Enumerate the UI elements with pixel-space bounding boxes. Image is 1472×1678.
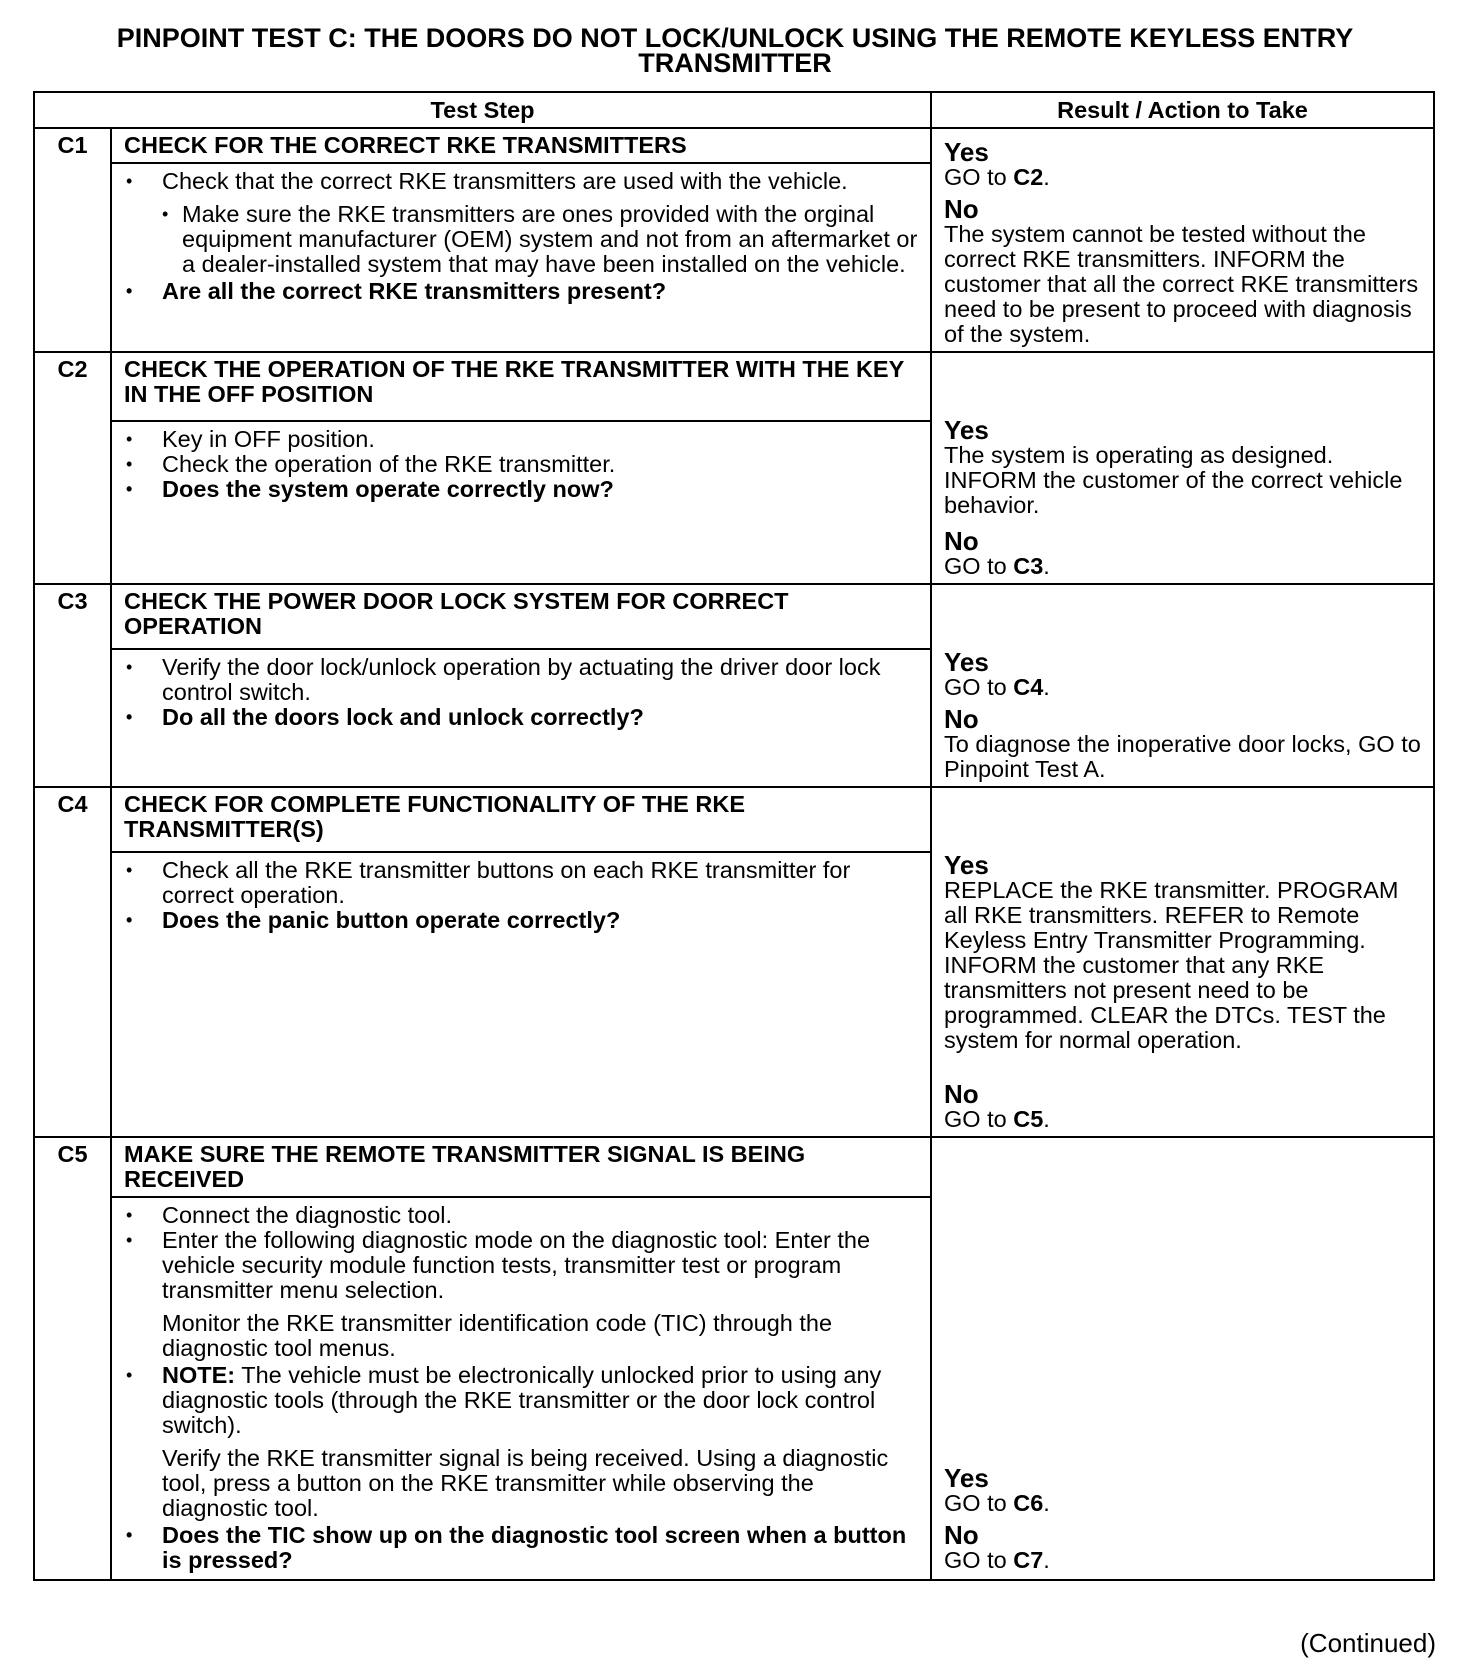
step-c4-body [111,852,931,1137]
result-yes-text: GO to C4. [944,674,1050,700]
note-text: The vehicle must be electronically unlocked prior to using any diagnostic tools (through the RKE transmitter or the door lock control switch). [162,1362,882,1438]
step-id: C3 [34,584,111,649]
question: • Does the system operate correctly now? [124,477,918,502]
step-id: C1 [34,128,111,163]
step-title: CHECK THE POWER DOOR LOCK SYSTEM FOR CORRECT OPERATION [111,584,931,649]
paragraph: Monitor the RKE transmitter identification code (TIC) through the diagnostic tool menus. [162,1310,833,1361]
step-id: C4 [34,787,111,852]
result-no-label: No [944,1079,979,1109]
result-no-label: No [944,194,979,224]
sub-list-item: • Make sure the RKE transmitters are ones provided with the orginal equipment manufacturer (OEM) system and not from an aftermarket or a dealer-installed system that may have been installed on the vehicle. [124,202,918,277]
list-item: • Check all the RKE transmitter buttons on each RKE transmitter for correct operation. [124,858,918,908]
step-c1-header-row [34,128,1434,163]
list-item: • Connect the diagnostic tool. [124,1203,918,1228]
step-c5-body [111,1197,931,1580]
list-item: • Check that the correct RKE transmitters are used with the vehicle. [124,169,918,194]
step-link[interactable]: C2 [1013,164,1044,190]
result-no-label: No [944,1520,979,1550]
question: • Does the TIC show up on the diagnostic tool screen when a button is pressed? [124,1523,918,1573]
list-item: • Key in OFF position. [124,427,918,452]
continued-label: (Continued) [1300,1628,1436,1658]
result-yes-text: The system is operating as designed. INFORM the customer of the correct vehicle behavior. [944,442,1403,518]
step-link[interactable]: C5 [1013,1106,1044,1132]
question: • Do all the doors lock and unlock correctly? [124,705,918,730]
step-c5-header-row [34,1137,1434,1197]
step-link[interactable]: C4 [1013,674,1044,700]
title-line-2: TRANSMITTER [638,48,832,78]
result-no-label: No [944,704,979,734]
result-no-text: GO to C3. [944,553,1050,579]
step-c5-result [931,1137,1434,1580]
question: • Does the panic button operate correctly? [124,908,918,933]
title-line-1: PINPOINT TEST C: THE DOORS DO NOT LOCK/UNLOCK USING THE REMOTE KEYLESS ENTRY [116,23,1354,53]
result-no-text: GO to C5. [944,1106,1050,1132]
result-yes-text: GO to C2. [944,164,1050,190]
pinpoint-test-table [33,91,1435,1581]
step-c1-result [931,128,1434,352]
paragraph: Verify the RKE transmitter signal is being received. Using a diagnostic tool, press a button on the RKE transmitter while observing the diagnostic tool. [162,1445,889,1521]
step-c1-body [111,163,931,352]
table-header-row [34,92,1434,128]
result-no-label: No [944,526,979,556]
result-yes-label: Yes [944,1463,989,1493]
result-yes-label: Yes [944,415,989,445]
step-title: MAKE SURE THE REMOTE TRANSMITTER SIGNAL IS BEING RECEIVED [111,1137,931,1197]
step-id: C2 [34,352,111,421]
list-item: • Enter the following diagnostic mode on the diagnostic tool: Enter the vehicle security module function tests, transmitter test or program transmitter menu selection. [124,1228,918,1303]
step-title: CHECK FOR COMPLETE FUNCTIONALITY OF THE RKE TRANSMITTER(S) [111,787,931,852]
list-item [124,1363,918,1438]
result-no-text: The system cannot be tested without the correct RKE transmitters. INFORM the customer that all the correct RKE transmitters need to be present to proceed with diagnosis of the system. [944,221,1419,347]
step-link[interactable]: C7 [1013,1547,1044,1573]
result-yes-label: Yes [944,647,989,677]
list-item: • Check the operation of the RKE transmitter. [124,452,918,477]
step-link[interactable]: C3 [1013,553,1044,579]
step-c4-header-row [34,787,1434,852]
result-yes-label: Yes [944,850,989,880]
note-label: NOTE: [162,1362,236,1388]
result-no-text: To diagnose the inoperative door locks, GO to Pinpoint Test A. [944,731,1421,782]
step-title: CHECK FOR THE CORRECT RKE TRANSMITTERS [111,128,931,163]
step-c2-result [931,352,1434,584]
step-id: C5 [34,1137,111,1197]
step-c2-body [111,421,931,584]
list-item: • Verify the door lock/unlock operation by actuating the driver door lock control switch. [124,655,918,705]
step-c4-result [931,787,1434,1137]
result-yes-text: GO to C6. [944,1490,1050,1516]
step-c3-body [111,649,931,787]
result-yes-label: Yes [944,137,989,167]
page-title [30,23,1440,78]
result-yes-text: REPLACE the RKE transmitter. PROGRAM all RKE transmitters. REFER to Remote Keyless Entry Transmitter Programming. INFORM the customer that any RKE transmitters not present need to be programmed. CLEAR the DTCs. TEST the system for normal operation. [944,877,1399,1053]
step-c2-header-row [34,352,1434,421]
step-c3-header-row [34,584,1434,649]
step-c3-result [931,584,1434,787]
header-test-step: Test Step [34,92,931,128]
header-result: Result / Action to Take [931,92,1434,128]
question: • Are all the correct RKE transmitters present? [124,279,918,304]
step-title: CHECK THE OPERATION OF THE RKE TRANSMITTER WITH THE KEY IN THE OFF POSITION [111,352,931,421]
result-no-text: GO to C7. [944,1547,1050,1573]
step-link[interactable]: C6 [1013,1490,1044,1516]
